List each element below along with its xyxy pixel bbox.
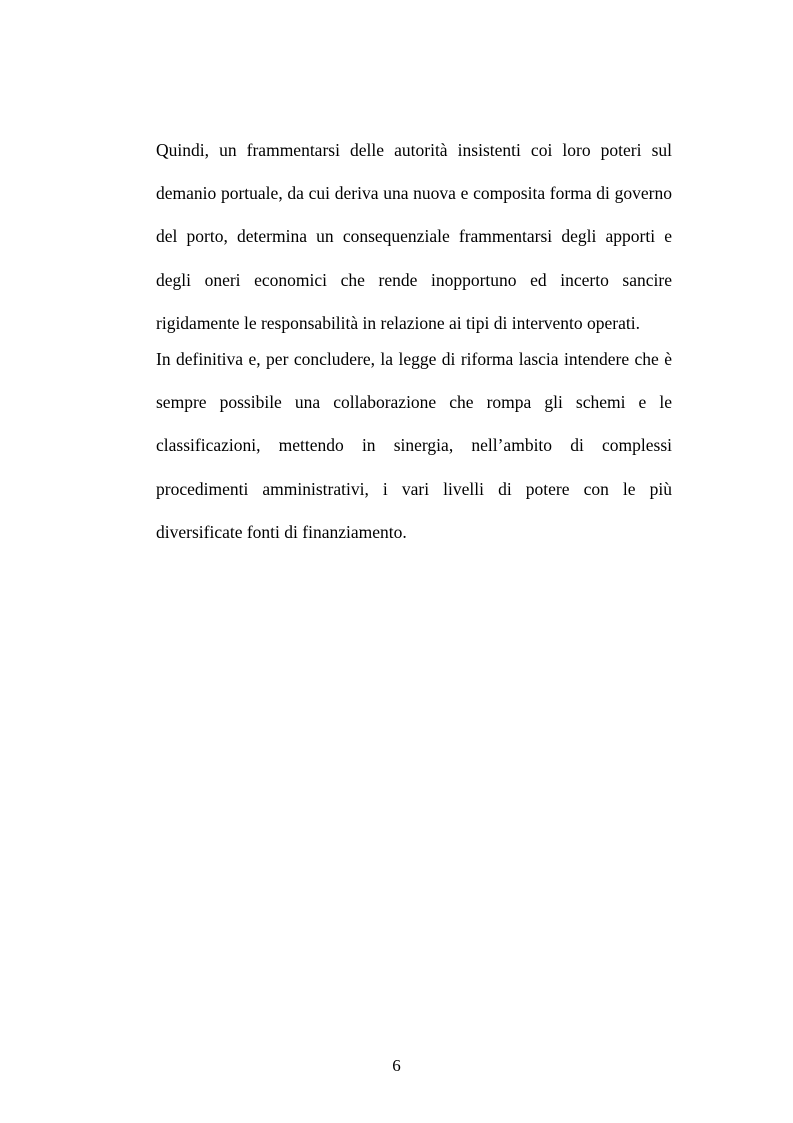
body-text [156,129,672,554]
paragraph-1: Quindi, un frammentarsi delle autorità insistenti coi loro poteri sul demanio portuale, da cui deriva una nuova e composita forma di governo del porto, determina un consequenziale frammentarsi degli apporti e degli oneri economici che rende inopportuno ed incerto sancire rigidamente le responsabilità in relazione ai tipi di intervento operati. [156,140,672,333]
paragraph-2: In definitiva e, per concludere, la legge di riforma lascia intendere che è sempre possibile una collaborazione che rompa gli schemi e le classificazioni, mettendo in sinergia, nell’ambito di complessi procedimenti amministrativi, i vari livelli di potere con le più diversificate fonti di finanziamento. [156,349,672,542]
page-number: 6 [392,1056,401,1075]
